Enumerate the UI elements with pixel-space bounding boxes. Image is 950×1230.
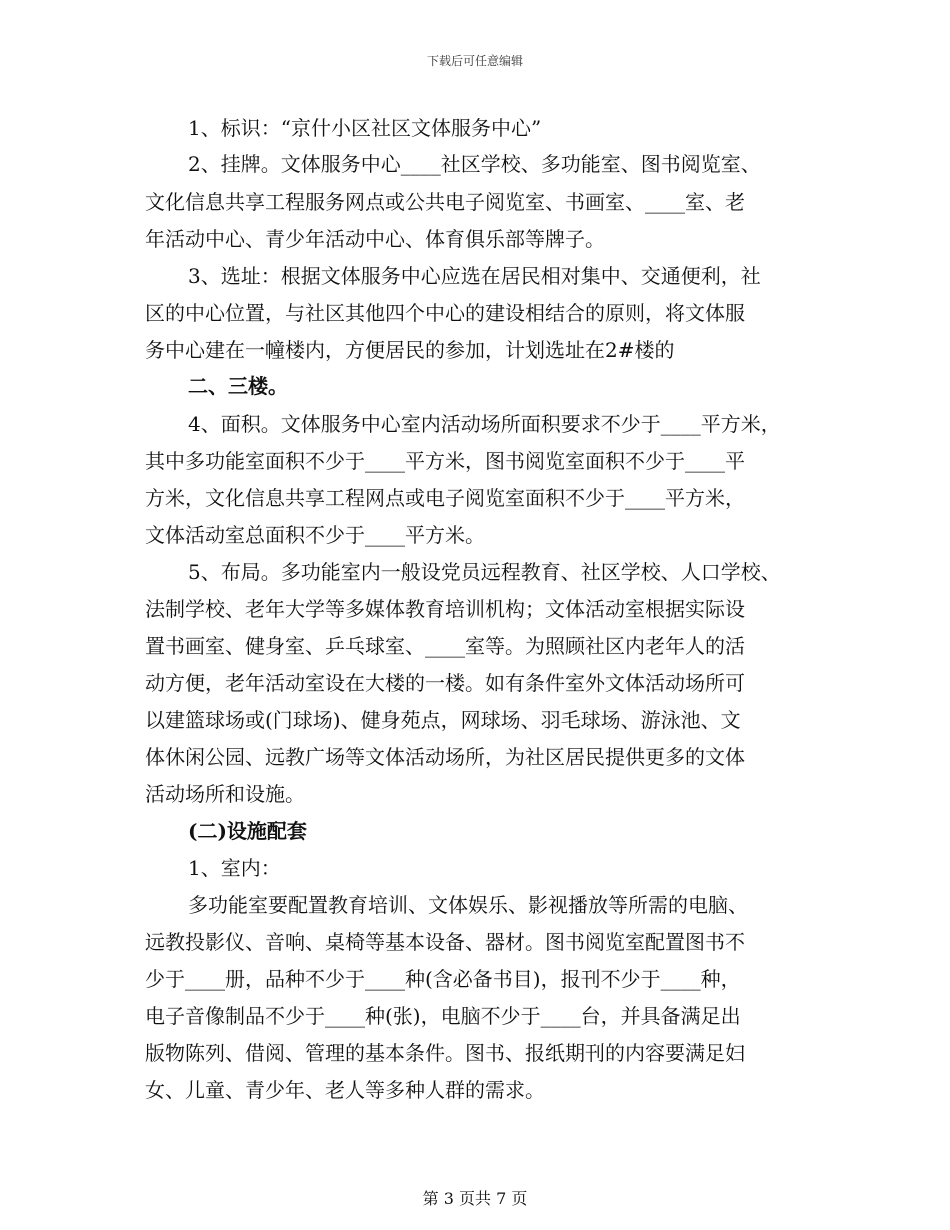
text-line: 文体活动室总面积不少于____平方米。 [145, 523, 485, 547]
text-line: 5、布局。多功能室内一般设党员远程教育、社区学校、人口学校、 [188, 560, 781, 584]
text-line: 年活动中心、青少年活动中心、体育俱乐部等牌子。 [145, 227, 605, 251]
text-line: 体休闲公园、远教广场等文体活动场所，为社区居民提供更多的文体 [145, 745, 745, 769]
text-line: 2、挂牌。文体服务中心____社区学校、多功能室、图书阅览室、 [188, 152, 761, 176]
text-line: 务中心建在一幢楼内，方便居民的参加，计划选址在2#楼的 [145, 338, 675, 362]
text-line: 版物陈列、借阅、管理的基本条件。图书、报纸期刊的内容要满足妇 [145, 1041, 745, 1065]
text-line: 其中多功能室面积不少于____平方米，图书阅览室面积不少于____平 [145, 449, 745, 473]
text-line: 1、室内： [188, 856, 281, 880]
text-line: 以建篮球场或(门球场)、健身苑点，网球场、羽毛球场、游泳池、文 [145, 708, 741, 732]
text-line: 法制学校、老年大学等多媒体教育培训机构；文体活动室根据实际设 [145, 597, 745, 621]
section-heading: 二、三楼。 [188, 374, 288, 398]
text-line: 方米，文化信息共享工程网点或电子阅览室面积不少于____平方米， [145, 486, 745, 510]
text-line: 置书画室、健身室、乒乓球室、____室等。为照顾社区内老年人的活 [145, 634, 745, 658]
text-line: 文化信息共享工程服务网点或公共电子阅览室、书画室、____室、老 [145, 190, 745, 214]
section-heading: (二)设施配套 [188, 819, 307, 843]
text-line: 多功能室要配置教育培训、文体娱乐、影视播放等所需的电脑、 [188, 893, 748, 917]
page-header: 下载后可任意编辑 [426, 54, 523, 68]
page-footer: 第 3 页共 7 页 [422, 1189, 528, 1208]
text-line: 女、儿童、青少年、老人等多种人群的需求。 [145, 1078, 545, 1102]
text-line: 少于____册，品种不少于____种(含必备书目)，报刊不少于____种， [145, 967, 741, 991]
text-line: 区的中心位置，与社区其他四个中心的建设相结合的原则，将文体服 [145, 301, 745, 325]
text-line: 动方便，老年活动室设在大楼的一楼。如有条件室外文体活动场所可 [145, 671, 745, 695]
text-line: 1、标识：“京什小区社区文体服务中心” [188, 116, 542, 140]
text-line: 远教投影仪、音响、桌椅等基本设备、器材。图书阅览室配置图书不 [145, 930, 745, 954]
text-line: 活动场所和设施。 [145, 782, 305, 806]
text-line: 4、面积。文体服务中心室内活动场所面积要求不少于____平方米， [188, 412, 781, 436]
text-line: 电子音像制品不少于____种(张)，电脑不少于____台，并具备满足出 [145, 1004, 741, 1028]
text-line: 3、选址：根据文体服务中心应选在居民相对集中、交通便利，社 [188, 264, 761, 288]
